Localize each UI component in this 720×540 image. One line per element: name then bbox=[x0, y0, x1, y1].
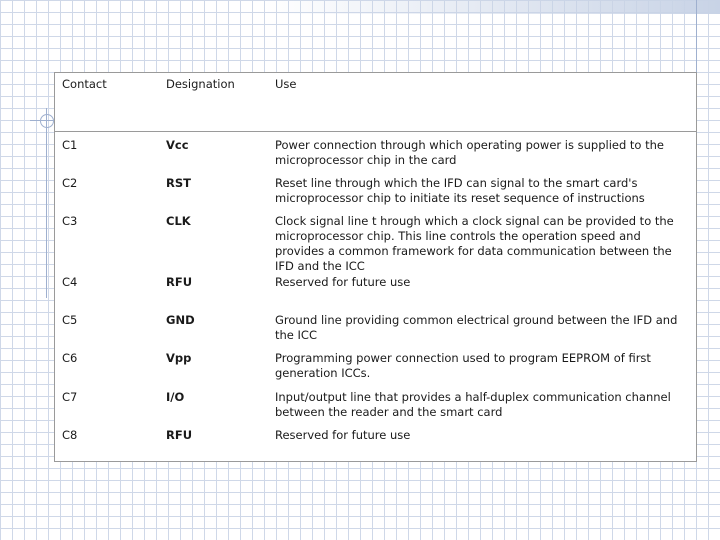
row-contact: C8 bbox=[62, 428, 78, 442]
contacts-table bbox=[54, 72, 697, 462]
row-contact: C2 bbox=[62, 176, 78, 190]
row-designation: GND bbox=[166, 313, 195, 327]
row-use: Reserved for future use bbox=[275, 275, 411, 289]
row-contact: C1 bbox=[62, 138, 78, 152]
row-use: Ground line providing common electrical ground between the IFD and the ICC bbox=[275, 313, 678, 342]
row-designation: CLK bbox=[166, 214, 191, 228]
row-designation: RFU bbox=[166, 428, 193, 442]
decorative-top-band bbox=[264, 0, 720, 14]
row-use: Power connection through which operating power is supplied to the microprocessor chip in the card bbox=[275, 138, 664, 167]
decorative-circle bbox=[40, 114, 54, 128]
row-use: Reset line through which the IFD can signal to the smart card's microprocessor chip to initiate its reset sequence of instructions bbox=[275, 176, 645, 205]
row-use: Input/output line that provides a half-duplex communication channel between the reader and the smart card bbox=[275, 390, 671, 419]
row-contact: C5 bbox=[62, 313, 78, 327]
row-designation: I/O bbox=[166, 390, 185, 404]
row-use: Programming power connection used to program EEPROM of first generation ICCs. bbox=[275, 351, 651, 380]
header-designation: Designation bbox=[166, 77, 235, 91]
row-designation: Vpp bbox=[166, 351, 192, 365]
row-designation: RFU bbox=[166, 275, 193, 289]
row-contact: C4 bbox=[62, 275, 78, 289]
header-use: Use bbox=[275, 77, 297, 91]
header-divider bbox=[55, 131, 696, 132]
row-designation: Vcc bbox=[166, 138, 189, 152]
row-use: Clock signal line t hrough which a clock signal can be provided to the microprocessor chip. This line controls the operation speed and provides a common framework for data communication between the IFD and the ICC bbox=[275, 214, 674, 273]
row-contact: C7 bbox=[62, 390, 78, 404]
row-contact: C6 bbox=[62, 351, 78, 365]
header-contact: Contact bbox=[62, 77, 107, 91]
row-contact: C3 bbox=[62, 214, 78, 228]
row-use: Reserved for future use bbox=[275, 428, 411, 442]
decorative-vertical-line bbox=[46, 108, 47, 298]
row-designation: RST bbox=[166, 176, 191, 190]
